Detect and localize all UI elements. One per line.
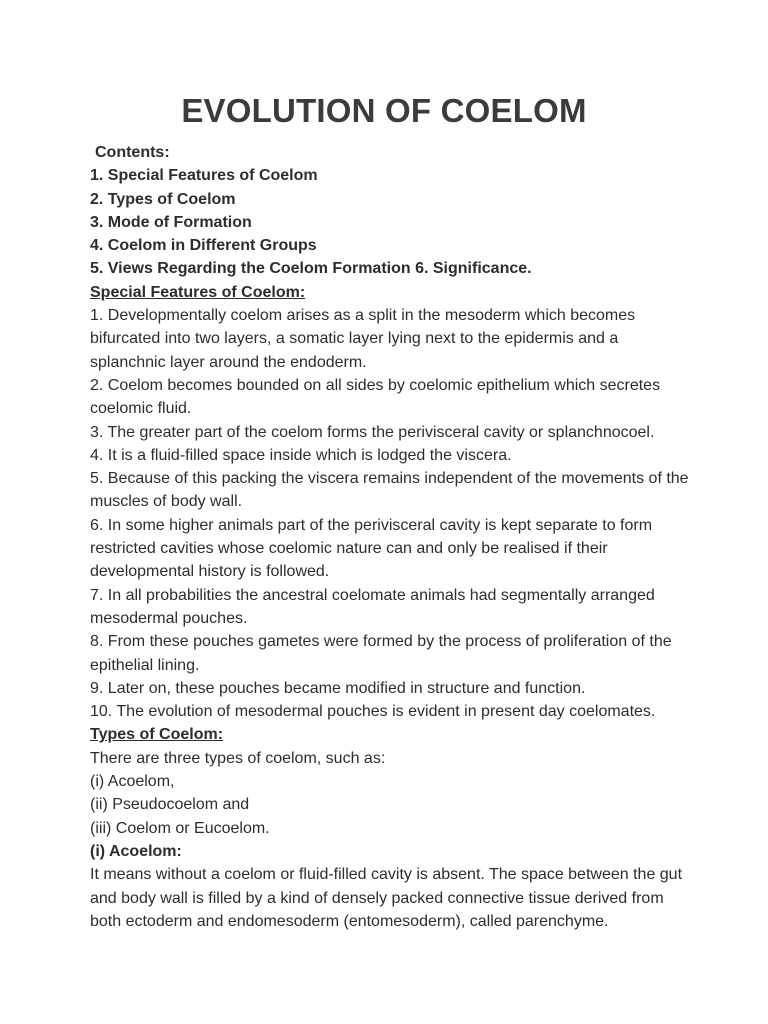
types-intro: There are three types of coelom, such as: bbox=[90, 749, 386, 767]
type-item: (i) Acoelom, bbox=[90, 773, 175, 791]
feature-item: 10. The evolution of mesodermal pouches is evident in present day coelomates. bbox=[90, 703, 656, 721]
type-item: (iii) Coelom or Eucoelom. bbox=[90, 819, 270, 837]
acoelom-paragraph: It means without a coelom or fluid-filled cavity is absent. The space between the gut and body wall is filled by a kind of densely packed connective tissue derived from both ectoderm and endomesoderm (entomesoderm), called parenchyme. bbox=[90, 866, 683, 930]
section-heading-special-features: Special Features of Coelom: bbox=[90, 283, 306, 301]
page-title: EVOLUTION OF COELOM bbox=[181, 92, 587, 129]
type-item: (ii) Pseudocoelom and bbox=[90, 796, 250, 814]
contents-item: 2. Types of Coelom bbox=[90, 190, 236, 208]
feature-item: 4. It is a fluid-filled space inside which is lodged the viscera. bbox=[90, 446, 512, 464]
feature-item: 3. The greater part of the coelom forms the perivisceral cavity or splanchnocoel. bbox=[90, 423, 655, 441]
feature-item: 9. Later on, these pouches became modified in structure and function. bbox=[90, 679, 586, 697]
contents-item: 3. Mode of Formation bbox=[90, 213, 252, 231]
contents-item: 4. Coelom in Different Groups bbox=[90, 237, 317, 255]
feature-item: 8. From these pouches gametes were formed by the process of proliferation of the epithelial lining. bbox=[90, 633, 672, 674]
subheading-acoelom: (i) Acoelom: bbox=[90, 842, 182, 860]
contents-item: 5. Views Regarding the Coelom Formation 6. Significance. bbox=[90, 260, 532, 278]
feature-item: 2. Coelom becomes bounded on all sides by coelomic epithelium which secretes coelomic fluid. bbox=[90, 376, 661, 418]
feature-item: 7. In all probabilities the ancestral coelomate animals had segmentally arranged mesodermal pouches. bbox=[90, 586, 655, 627]
feature-item: 1. Developmentally coelom arises as a split in the mesoderm which becomes bifurcated into two layers, a somatic layer lying next to the epidermis and a splanchnic layer around the endoderm. bbox=[90, 307, 636, 371]
feature-item: 6. In some higher animals part of the perivisceral cavity is kept separate to form restricted cavities whose coelomic nature can and only be realised if their developmental history is followed. bbox=[90, 516, 653, 581]
section-heading-types: Types of Coelom: bbox=[90, 726, 224, 744]
contents-item: 1. Special Features of Coelom bbox=[90, 167, 318, 185]
feature-item: 5. Because of this packing the viscera remains independent of the movements of the muscles of body wall. bbox=[90, 470, 689, 511]
document-body bbox=[90, 141, 690, 933]
contents-label: Contents: bbox=[95, 144, 170, 161]
